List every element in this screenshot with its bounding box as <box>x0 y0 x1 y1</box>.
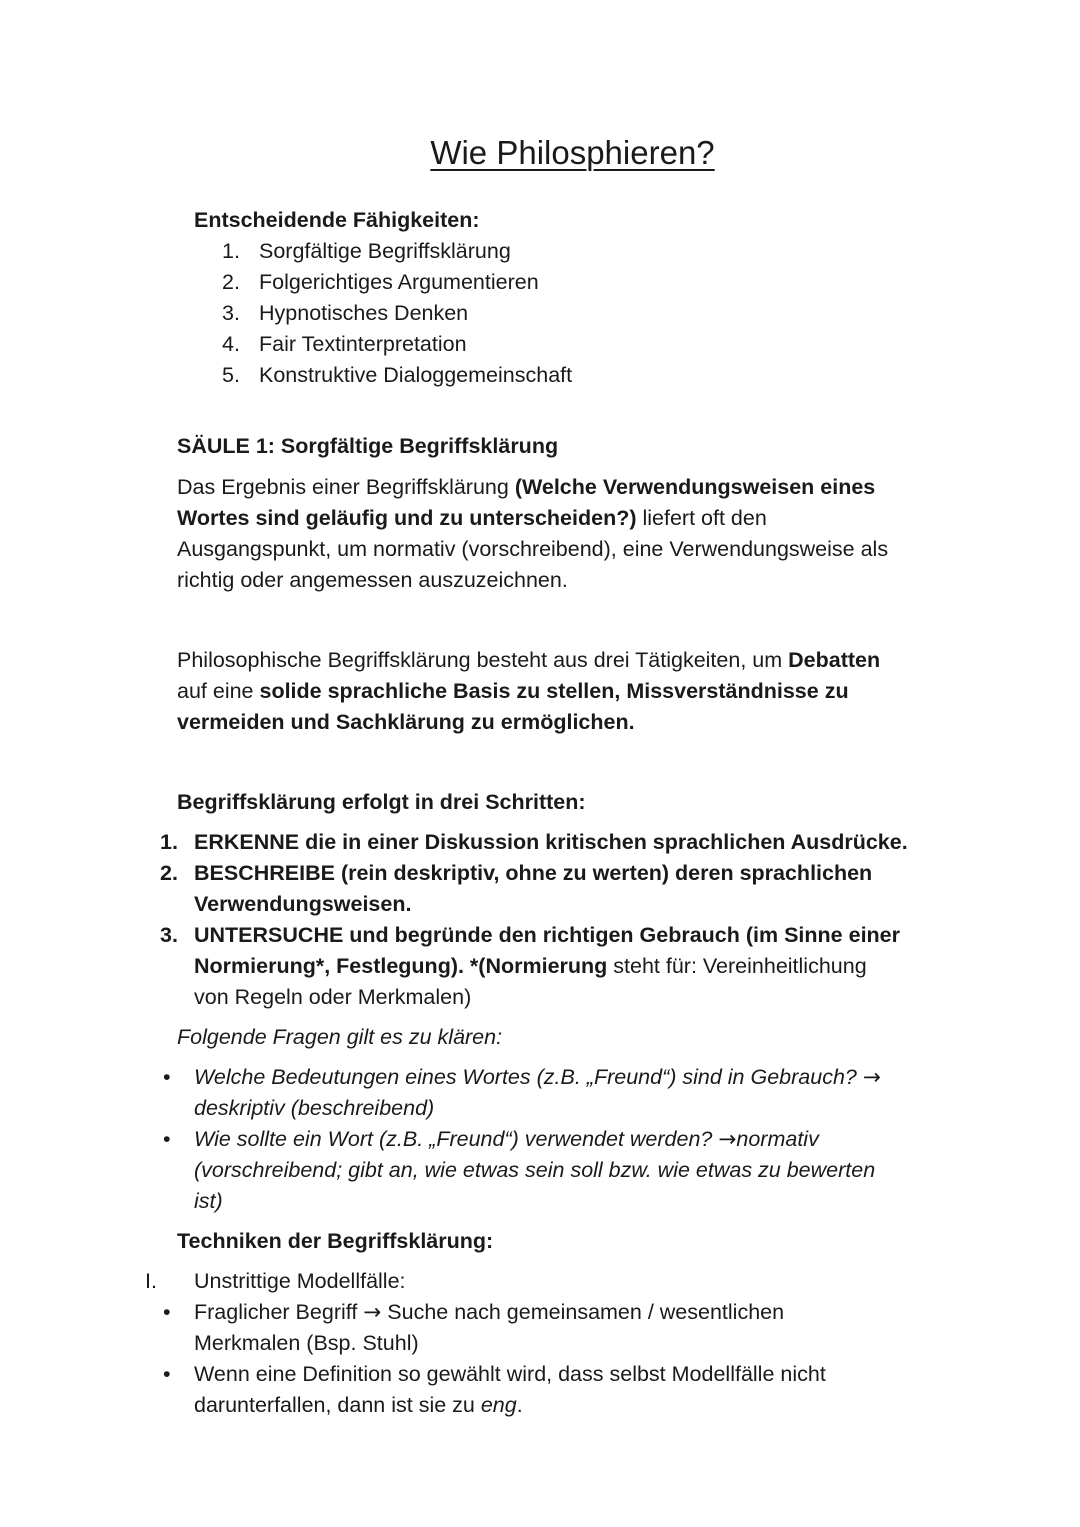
paragraph-line: richtig oder angemessen auszuzeichnen. <box>177 568 568 592</box>
text-run: steht für: Vereinheitlichung <box>607 954 867 978</box>
section-heading: SÄULE 1: Sorgfältige Begriffsklärung <box>177 434 559 458</box>
skill-item: Folgerichtiges Argumentieren <box>259 270 539 294</box>
paragraph-line <box>177 645 880 676</box>
list-number: 1. <box>222 239 240 263</box>
technique-bullet <box>194 1297 784 1328</box>
list-number: 1. <box>160 830 178 854</box>
skill-item: Sorgfältige Begriffsklärung <box>259 239 511 263</box>
text-run: darunterfallen, dann ist sie zu <box>194 1393 481 1417</box>
text-run-bold: Normierung*, Festlegung). *(Normierung <box>194 954 608 978</box>
step-item-cont <box>194 951 867 982</box>
list-number: 2. <box>222 270 240 294</box>
techniques-heading: Techniken der Begriffsklärung: <box>177 1229 494 1253</box>
list-number: 3. <box>222 301 240 325</box>
text-run: . <box>516 1393 523 1417</box>
text-run-bold: Wortes sind geläufig und zu unterscheiden?) <box>177 506 637 530</box>
text-run: Das Ergebnis einer Begriffsklärung <box>177 475 515 499</box>
list-number: 3. <box>160 923 178 947</box>
skill-item: Fair Textinterpretation <box>259 332 467 356</box>
paragraph-line <box>177 472 875 503</box>
technique-bullet-cont: Merkmalen (Bsp. Stuhl) <box>194 1331 419 1355</box>
text-run-bold: Debatten <box>788 648 881 672</box>
bullet-icon: • <box>163 1127 171 1151</box>
technique-bullet: Wenn eine Definition so gewählt wird, dass selbst Modellfälle nicht <box>194 1362 826 1386</box>
skills-heading: Entscheidende Fähigkeiten: <box>194 208 480 232</box>
paragraph-line: Ausgangspunkt, um normativ (vorschreibend), eine Verwendungsweise als <box>177 537 889 561</box>
question-item-cont: (vorschreibend; gibt an, wie etwas sein soll bzw. wie etwas zu bewerten <box>194 1158 876 1182</box>
question-item <box>194 1124 819 1155</box>
question-item <box>194 1062 881 1093</box>
text-run: Fraglicher Begriff <box>194 1300 364 1324</box>
paragraph-line: vermeiden und Sachklärung zu ermöglichen. <box>177 710 635 734</box>
question-item-cont: deskriptiv (beschreibend) <box>194 1096 435 1120</box>
technique-bullet-cont <box>194 1390 523 1421</box>
text-run-bold: solide sprachliche Basis zu stellen, Missverständnisse zu <box>259 679 849 703</box>
list-number: 5. <box>222 363 240 387</box>
step-item-cont: Verwendungsweisen. <box>194 892 412 916</box>
text-run: auf eine <box>177 679 260 703</box>
page-title: Wie Philosphieren? <box>430 134 715 171</box>
bullet-icon: • <box>163 1362 171 1386</box>
bullet-icon: • <box>163 1300 171 1324</box>
step-item: ERKENNE die in einer Diskussion kritischen sprachlichen Ausdrücke. <box>194 830 908 854</box>
text-run: Wie sollte ein Wort (z.B. „Freund“) verwendet werden? <box>194 1127 719 1151</box>
skill-item: Hypnotisches Denken <box>259 301 469 325</box>
skill-item: Konstruktive Dialoggemeinschaft <box>259 363 573 387</box>
arrow-icon: → <box>862 1065 881 1090</box>
step-item: UNTERSUCHE und begründe den richtigen Gebrauch (im Sinne einer <box>194 923 900 947</box>
bullet-icon: • <box>163 1065 171 1089</box>
arrow-icon: → <box>718 1127 737 1152</box>
step-item-cont: von Regeln oder Merkmalen) <box>194 985 472 1009</box>
text-run-italic: eng <box>480 1393 517 1417</box>
paragraph-line <box>177 676 849 707</box>
list-number: 2. <box>160 861 178 885</box>
text-run: normativ <box>736 1127 819 1151</box>
question-item-cont: ist) <box>194 1189 223 1213</box>
text-run: Philosophische Begriffsklärung besteht aus drei Tätigkeiten, um <box>177 648 789 672</box>
text-run-bold: (Welche Verwendungsweisen eines <box>514 475 876 499</box>
step-item: BESCHREIBE (rein deskriptiv, ohne zu werten) deren sprachlichen <box>194 861 873 885</box>
roman-numeral: I. <box>145 1269 157 1293</box>
steps-heading: Begriffsklärung erfolgt in drei Schritten: <box>177 790 586 814</box>
questions-heading: Folgende Fragen gilt es zu klären: <box>177 1025 503 1049</box>
paragraph-line <box>177 503 767 534</box>
text-run: Welche Bedeutungen eines Wortes (z.B. „Freund“) sind in Gebrauch? <box>194 1065 863 1089</box>
technique-item: Unstrittige Modellfälle: <box>194 1269 406 1293</box>
arrow-icon: → <box>363 1300 382 1325</box>
text-run: liefert oft den <box>636 506 767 530</box>
text-run: Suche nach gemeinsamen / wesentlichen <box>381 1300 785 1324</box>
list-number: 4. <box>222 332 240 356</box>
